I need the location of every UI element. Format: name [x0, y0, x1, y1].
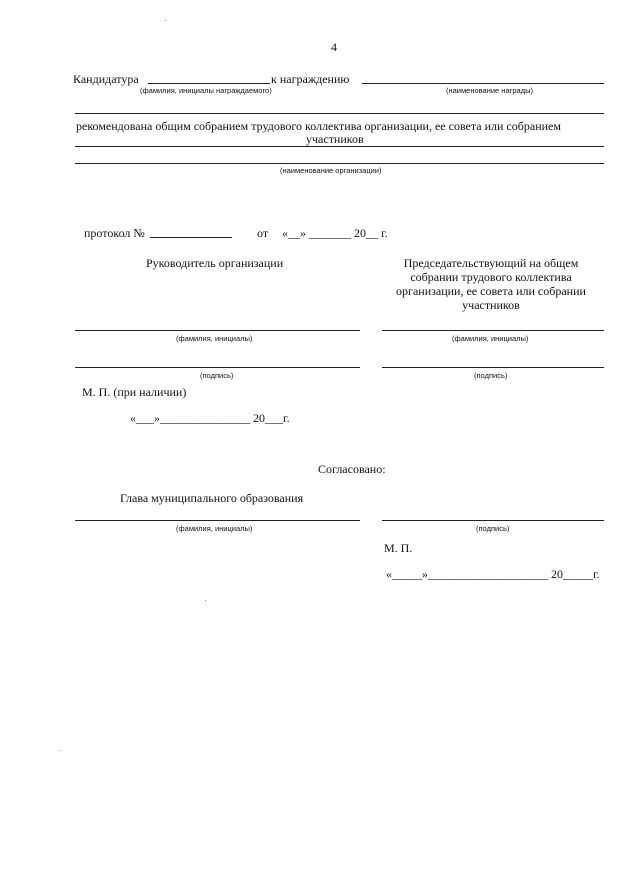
organization-caption: (наименование организации): [280, 166, 382, 175]
head-name-line: [75, 330, 360, 331]
candidate-name-line: [148, 83, 270, 84]
approval-date: «_____»____________________ 20_____г.: [386, 567, 600, 581]
head-seal: М. П. (при наличии): [82, 385, 187, 399]
chair-signature-line: [382, 367, 604, 368]
chair-name-line: [382, 330, 604, 331]
organization-line-1: [75, 146, 604, 147]
scan-speck: [165, 20, 166, 21]
chair-title-line-3: организации, ее совета или собрании: [396, 284, 586, 298]
chair-name-caption: (фамилия, инициалы): [452, 334, 529, 343]
chair-title-line-4: участников: [462, 298, 520, 312]
scan-speck: [205, 600, 206, 601]
page-number: 4: [331, 40, 337, 54]
award-extra-line: [75, 113, 604, 114]
head-signature-line: [75, 367, 360, 368]
head-title: Руководитель организации: [146, 256, 284, 270]
candidate-caption: (фамилия, инициалы награждаемого): [140, 86, 272, 95]
scan-speck: [60, 750, 61, 751]
award-caption: (наименование награды): [446, 86, 533, 95]
protocol-number-label: протокол №: [84, 226, 145, 240]
approval-name-line: [75, 520, 360, 521]
protocol-date: «__» _______ 20__ г.: [282, 226, 388, 240]
protocol-from-label: от: [257, 226, 269, 240]
head-date: «___»_______________ 20___г.: [130, 411, 290, 425]
approval-signature-caption: (подпись): [476, 524, 510, 533]
approval-label: Согласовано:: [318, 462, 386, 476]
head-signature-caption: (подпись): [200, 371, 234, 380]
approval-name-caption: (фамилия, инициалы): [176, 524, 253, 533]
organization-line-2: [75, 163, 604, 164]
head-name-caption: (фамилия, инициалы): [176, 334, 253, 343]
chair-title-line-2: собрании трудового коллектива: [410, 270, 572, 284]
approval-signature-line: [382, 520, 604, 521]
recommendation-line-2: участников: [306, 132, 364, 146]
recommendation-line-1: рекомендована общим собранием трудового коллектива организации, ее совета или собранием: [76, 119, 561, 133]
candidate-label: Кандидатура: [73, 72, 139, 86]
protocol-number-line: [150, 237, 232, 238]
award-name-line: [362, 83, 604, 84]
approval-seal: М. П.: [384, 541, 413, 555]
for-award-label: к награждению: [271, 72, 350, 86]
chair-title-line-1: Председательствующий на общем: [403, 256, 579, 270]
approval-title: Глава муниципального образования: [120, 491, 304, 505]
chair-signature-caption: (подпись): [474, 371, 508, 380]
